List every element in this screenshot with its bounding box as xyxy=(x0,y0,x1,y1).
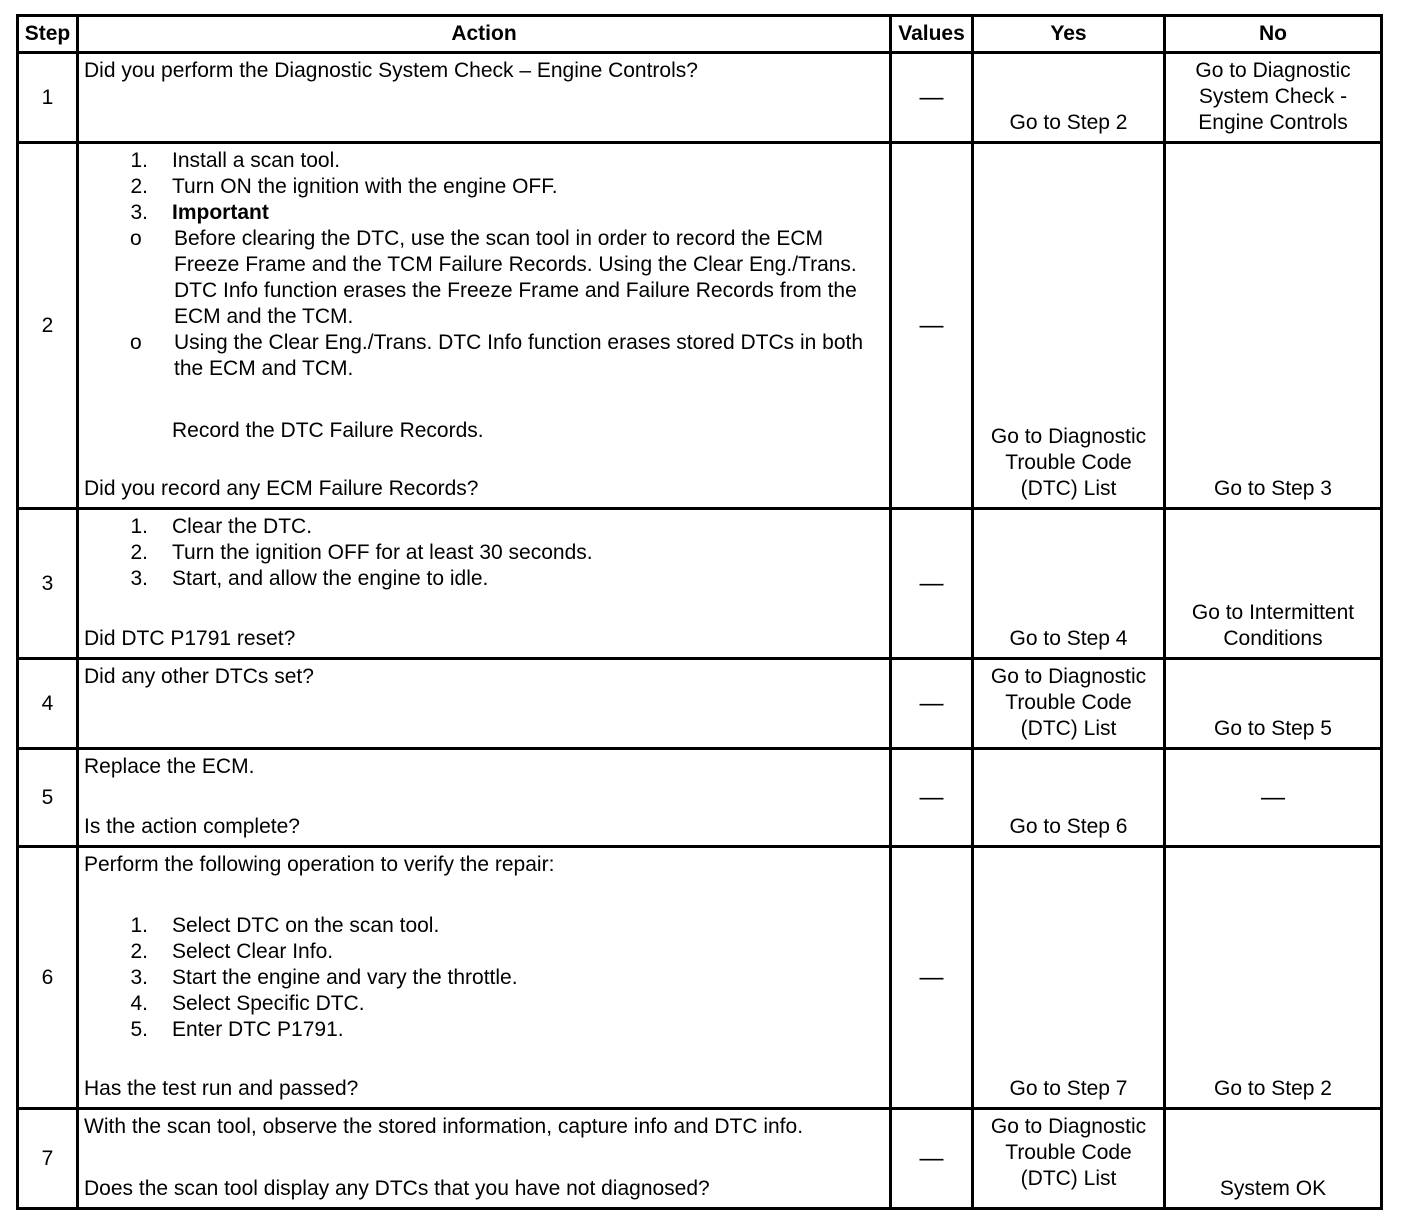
list-item: 2. Turn ON the ignition with the engine OFF. xyxy=(130,175,558,198)
yes-cell xyxy=(973,659,1165,749)
yes-cell xyxy=(973,53,1165,143)
diagnostic-table xyxy=(16,14,1383,1210)
action-note: Record the DTC Failure Records. xyxy=(172,419,484,442)
numbered-steps xyxy=(84,148,885,226)
step-number: 1 xyxy=(18,53,78,143)
header-yes: Yes xyxy=(973,16,1165,53)
header-action: Action xyxy=(78,16,891,53)
numbered-steps xyxy=(84,514,885,592)
action-cell xyxy=(78,143,891,509)
table-row xyxy=(18,53,1382,143)
action-cell xyxy=(78,1109,891,1209)
action-cell xyxy=(78,847,891,1109)
no-action: Go to Diagnostic System Check - Engine Controls xyxy=(1195,59,1351,134)
list-item: 5. Enter DTC P1791. xyxy=(130,1018,344,1041)
values-cell: — xyxy=(891,749,973,847)
action-intro: With the scan tool, observe the stored information, capture info and DTC info. xyxy=(84,1115,804,1138)
no-action: Go to Step 3 xyxy=(1214,477,1332,500)
action-question: Is the action complete? xyxy=(84,815,300,838)
table-row xyxy=(18,847,1382,1109)
yes-action: Go to Step 7 xyxy=(1009,1077,1128,1100)
table-row xyxy=(18,143,1382,509)
action-intro: Replace the ECM. xyxy=(84,755,255,778)
list-item: 4. Select Specific DTC. xyxy=(130,992,365,1015)
values-cell: — xyxy=(891,509,973,659)
yes-cell xyxy=(973,509,1165,659)
action-intro: Perform the following operation to verify the repair: xyxy=(84,853,555,876)
yes-action: Go to Step 6 xyxy=(1009,815,1128,838)
table-row xyxy=(18,1109,1382,1209)
action-question: Does the scan tool display any DTCs that you have not diagnosed? xyxy=(84,1177,710,1200)
yes-cell xyxy=(973,749,1165,847)
values-cell: — xyxy=(891,659,973,749)
bullet-icon: o xyxy=(130,331,142,354)
yes-action: Go to Diagnostic Trouble Code (DTC) List xyxy=(990,425,1147,500)
values-cell: — xyxy=(891,847,973,1109)
no-cell xyxy=(1165,1109,1382,1209)
no-action: Go to Step 2 xyxy=(1214,1077,1332,1100)
action-question: Did DTC P1791 reset? xyxy=(84,627,296,650)
action-question: Has the test run and passed? xyxy=(84,1077,359,1100)
action-question: Did any other DTCs set? xyxy=(84,665,314,688)
list-item: 3. Start, and allow the engine to idle. xyxy=(130,567,489,590)
list-item: 2. Select Clear Info. xyxy=(130,940,334,963)
important-label: Important xyxy=(172,201,269,224)
step-number: 7 xyxy=(18,1109,78,1209)
list-item: o Before clearing the DTC, use the scan tool in order to record the ECM Freeze Frame and the TCM Failure Records. Using the Clear Eng./Trans. DTC Info function erases the Freeze Frame and Failure Records from the ECM and the TCM. xyxy=(130,227,857,328)
action-question: Did you record any ECM Failure Records? xyxy=(84,477,479,500)
no-cell xyxy=(1165,53,1382,143)
action-cell xyxy=(78,509,891,659)
yes-action: Go to Diagnostic Trouble Code (DTC) List xyxy=(990,1115,1147,1190)
list-item: 3. Important xyxy=(130,201,269,224)
no-cell xyxy=(1165,143,1382,509)
no-cell xyxy=(1165,509,1382,659)
list-item: 1. Select DTC on the scan tool. xyxy=(130,914,440,937)
action-question: Did you perform the Diagnostic System Check – Engine Controls? xyxy=(84,59,698,82)
no-cell xyxy=(1165,659,1382,749)
step-number: 3 xyxy=(18,509,78,659)
list-item: o Using the Clear Eng./Trans. DTC Info function erases stored DTCs in both the ECM and TCM. xyxy=(130,331,864,380)
no-cell: — xyxy=(1165,749,1382,847)
yes-action: Go to Step 2 xyxy=(1009,111,1128,134)
action-cell xyxy=(78,53,891,143)
no-action: Go to Intermittent Conditions xyxy=(1191,601,1355,650)
yes-cell xyxy=(973,143,1165,509)
no-action: System OK xyxy=(1219,1177,1327,1200)
values-cell: — xyxy=(891,53,973,143)
header-no: No xyxy=(1165,16,1382,53)
values-cell: — xyxy=(891,1109,973,1209)
list-item: 2. Turn the ignition OFF for at least 30 seconds. xyxy=(130,541,593,564)
yes-action: Go to Diagnostic Trouble Code (DTC) List xyxy=(990,665,1147,740)
important-notes xyxy=(84,226,885,382)
list-item: 3. Start the engine and vary the throttle. xyxy=(130,966,518,989)
header-step: Step xyxy=(18,16,78,53)
values-cell: — xyxy=(891,143,973,509)
header-values: Values xyxy=(891,16,973,53)
step-number: 2 xyxy=(18,143,78,509)
bullet-icon: o xyxy=(130,227,142,250)
table-row xyxy=(18,749,1382,847)
list-item: 1. Clear the DTC. xyxy=(130,515,313,538)
no-action: Go to Step 5 xyxy=(1214,717,1332,740)
table-row xyxy=(18,659,1382,749)
header-row xyxy=(18,16,1382,53)
action-cell xyxy=(78,659,891,749)
yes-cell xyxy=(973,847,1165,1109)
no-cell xyxy=(1165,847,1382,1109)
table-row xyxy=(18,509,1382,659)
step-number: 4 xyxy=(18,659,78,749)
yes-action: Go to Step 4 xyxy=(1009,627,1128,650)
action-cell xyxy=(78,749,891,847)
list-item: 1. Install a scan tool. xyxy=(130,149,341,172)
yes-cell xyxy=(973,1109,1165,1209)
step-number: 6 xyxy=(18,847,78,1109)
step-number: 5 xyxy=(18,749,78,847)
numbered-steps xyxy=(84,913,885,1043)
